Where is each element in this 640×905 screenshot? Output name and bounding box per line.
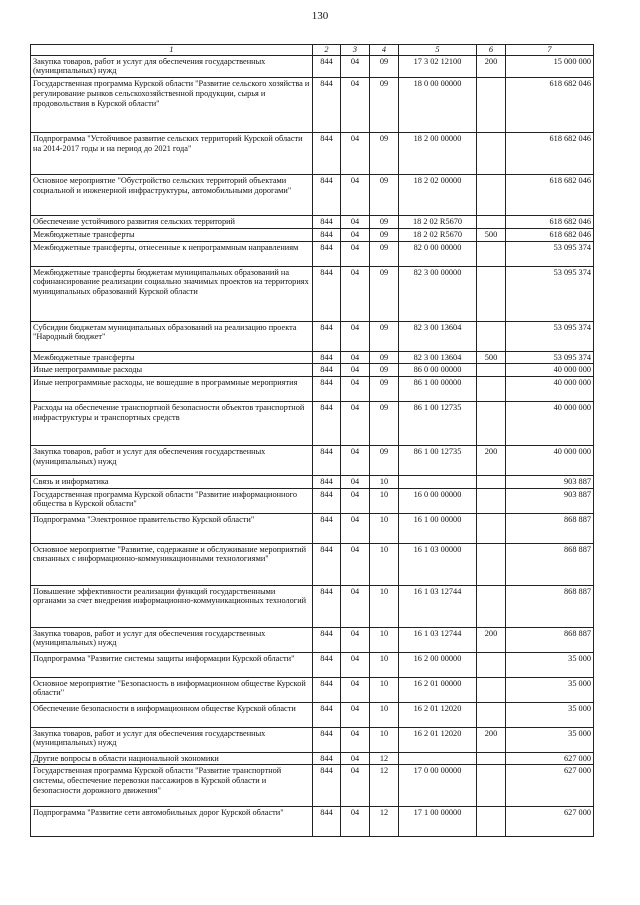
row-amount: 53 095 374	[506, 351, 594, 364]
row-name: Обеспечение безопасности в информационном обществе Курской области	[31, 702, 313, 727]
row-section-code: 04	[341, 752, 370, 765]
row-subsection-code: 10	[370, 475, 399, 488]
row-grbs-code: 844	[313, 752, 341, 765]
row-section-code: 04	[341, 55, 370, 77]
row-amount: 35 000	[506, 652, 594, 677]
row-subsection-code: 09	[370, 241, 399, 266]
table-row	[31, 627, 594, 652]
row-grbs-code: 844	[313, 216, 341, 229]
row-target-article: 16 2 01 12020	[399, 727, 477, 752]
row-subsection-code: 09	[370, 376, 399, 401]
row-expense-type	[477, 376, 506, 401]
row-target-article: 16 0 00 00000	[399, 488, 477, 513]
table-row	[31, 351, 594, 364]
row-section-code: 04	[341, 266, 370, 321]
row-name: Закупка товаров, работ и услуг для обеспечения государственных (муниципальных) нужд	[31, 627, 313, 652]
row-grbs-code: 844	[313, 364, 341, 377]
row-expense-type	[477, 216, 506, 229]
row-subsection-code: 09	[370, 351, 399, 364]
column-header: 4	[370, 45, 399, 56]
table-row	[31, 765, 594, 807]
row-name: Подпрограмма "Развитие сети автомобильных дорог Курской области"	[31, 807, 313, 837]
row-amount: 868 887	[506, 627, 594, 652]
row-amount: 868 887	[506, 585, 594, 627]
table-row	[31, 376, 594, 401]
table-row	[31, 78, 594, 133]
row-grbs-code: 844	[313, 475, 341, 488]
row-expense-type	[477, 702, 506, 727]
row-expense-type: 200	[477, 627, 506, 652]
row-amount: 627 000	[506, 807, 594, 837]
row-name: Закупка товаров, работ и услуг для обеспечения государственных (муниципальных) нужд	[31, 55, 313, 77]
row-subsection-code: 12	[370, 765, 399, 807]
row-subsection-code: 10	[370, 585, 399, 627]
row-grbs-code: 844	[313, 677, 341, 702]
row-grbs-code: 844	[313, 266, 341, 321]
row-section-code: 04	[341, 241, 370, 266]
row-section-code: 04	[341, 175, 370, 216]
row-expense-type: 200	[477, 727, 506, 752]
table-row	[31, 513, 594, 543]
row-grbs-code: 844	[313, 652, 341, 677]
row-target-article: 86 1 00 12735	[399, 401, 477, 445]
row-subsection-code: 09	[370, 401, 399, 445]
row-section-code: 04	[341, 475, 370, 488]
table-row	[31, 228, 594, 241]
row-subsection-code: 09	[370, 55, 399, 77]
row-grbs-code: 844	[313, 488, 341, 513]
row-amount: 618 682 046	[506, 78, 594, 133]
row-target-article: 82 0 00 00000	[399, 241, 477, 266]
table-body	[31, 45, 594, 837]
row-target-article	[399, 475, 477, 488]
row-amount: 35 000	[506, 727, 594, 752]
row-section-code: 04	[341, 364, 370, 377]
page-number: 130	[311, 10, 329, 22]
row-grbs-code: 844	[313, 445, 341, 475]
table-row	[31, 241, 594, 266]
row-grbs-code: 844	[313, 401, 341, 445]
row-target-article: 17 0 00 00000	[399, 765, 477, 807]
row-expense-type	[477, 78, 506, 133]
row-section-code: 04	[341, 401, 370, 445]
table-row	[31, 543, 594, 585]
row-target-article: 86 1 00 00000	[399, 376, 477, 401]
row-expense-type: 200	[477, 55, 506, 77]
row-target-article: 86 1 00 12735	[399, 445, 477, 475]
row-name: Иные непрограммные расходы, не вошедшие в программные мероприятия	[31, 376, 313, 401]
row-subsection-code: 12	[370, 807, 399, 837]
column-header: 3	[341, 45, 370, 56]
row-expense-type	[477, 241, 506, 266]
row-amount: 618 682 046	[506, 133, 594, 175]
row-amount: 618 682 046	[506, 175, 594, 216]
row-amount: 35 000	[506, 702, 594, 727]
row-amount: 40 000 000	[506, 401, 594, 445]
row-section-code: 04	[341, 652, 370, 677]
row-target-article: 16 1 03 12744	[399, 627, 477, 652]
table-row	[31, 475, 594, 488]
row-expense-type	[477, 488, 506, 513]
row-target-article: 16 1 03 12744	[399, 585, 477, 627]
table-row	[31, 727, 594, 752]
row-amount: 53 095 374	[506, 241, 594, 266]
row-name: Связь и информатика	[31, 475, 313, 488]
row-target-article: 18 2 02 00000	[399, 175, 477, 216]
row-target-article	[399, 752, 477, 765]
row-expense-type	[477, 652, 506, 677]
row-grbs-code: 844	[313, 376, 341, 401]
row-section-code: 04	[341, 133, 370, 175]
table-row	[31, 55, 594, 77]
row-amount: 903 887	[506, 488, 594, 513]
row-target-article: 18 0 00 00000	[399, 78, 477, 133]
row-name: Закупка товаров, работ и услуг для обеспечения государственных (муниципальных) нужд	[31, 445, 313, 475]
row-name: Государственная программа Курской области "Развитие транспортной системы, обеспечение перевозки пассажиров в Курской области и безопасности дорожного движения"	[31, 765, 313, 807]
table-row	[31, 321, 594, 351]
row-amount: 15 000 000	[506, 55, 594, 77]
row-section-code: 04	[341, 351, 370, 364]
row-grbs-code: 844	[313, 513, 341, 543]
table-row	[31, 175, 594, 216]
row-section-code: 04	[341, 228, 370, 241]
row-expense-type	[477, 475, 506, 488]
row-subsection-code: 10	[370, 513, 399, 543]
row-subsection-code: 10	[370, 702, 399, 727]
row-section-code: 04	[341, 488, 370, 513]
row-section-code: 04	[341, 702, 370, 727]
table-row	[31, 488, 594, 513]
row-target-article: 16 1 03 00000	[399, 543, 477, 585]
row-expense-type	[477, 513, 506, 543]
row-expense-type	[477, 543, 506, 585]
row-section-code: 04	[341, 543, 370, 585]
table-row	[31, 445, 594, 475]
row-grbs-code: 844	[313, 321, 341, 351]
row-section-code: 04	[341, 727, 370, 752]
row-subsection-code: 09	[370, 216, 399, 229]
row-subsection-code: 12	[370, 752, 399, 765]
table-row	[31, 652, 594, 677]
row-name: Государственная программа Курской области "Развитие сельского хозяйства и регулирование рынков сельскохозяйственной продукции, сырья и продовольствия в Курской области"	[31, 78, 313, 133]
row-subsection-code: 09	[370, 78, 399, 133]
row-grbs-code: 844	[313, 702, 341, 727]
row-grbs-code: 844	[313, 55, 341, 77]
row-name: Государственная программа Курской области "Развитие информационного общества в Курской области"	[31, 488, 313, 513]
table-row	[31, 677, 594, 702]
row-name: Подпрограмма "Устойчивое развитие сельских территорий Курской области на 2014-2017 годы и на период до 2021 года"	[31, 133, 313, 175]
column-header: 7	[506, 45, 594, 56]
row-target-article: 82 3 00 00000	[399, 266, 477, 321]
row-section-code: 04	[341, 216, 370, 229]
row-name: Межбюджетные трансферты	[31, 228, 313, 241]
row-name: Подпрограмма "Развитие системы защиты информации Курской области"	[31, 652, 313, 677]
row-grbs-code: 844	[313, 351, 341, 364]
row-expense-type	[477, 752, 506, 765]
row-expense-type	[477, 321, 506, 351]
row-subsection-code: 09	[370, 175, 399, 216]
row-subsection-code: 10	[370, 543, 399, 585]
row-section-code: 04	[341, 585, 370, 627]
row-target-article: 17 3 02 12100	[399, 55, 477, 77]
row-section-code: 04	[341, 677, 370, 702]
row-subsection-code: 10	[370, 677, 399, 702]
table-row	[31, 133, 594, 175]
row-name: Межбюджетные трансферты	[31, 351, 313, 364]
row-expense-type	[477, 364, 506, 377]
row-amount: 53 095 374	[506, 321, 594, 351]
row-amount: 627 000	[506, 765, 594, 807]
table-row	[31, 216, 594, 229]
row-subsection-code: 09	[370, 321, 399, 351]
row-name: Обеспечение устойчивого развития сельских территорий	[31, 216, 313, 229]
budget-table	[30, 44, 594, 837]
row-grbs-code: 844	[313, 228, 341, 241]
row-target-article: 82 3 00 13604	[399, 321, 477, 351]
row-subsection-code: 10	[370, 727, 399, 752]
row-section-code: 04	[341, 78, 370, 133]
row-amount: 618 682 046	[506, 216, 594, 229]
table-row	[31, 752, 594, 765]
row-amount: 618 682 046	[506, 228, 594, 241]
row-subsection-code: 09	[370, 133, 399, 175]
row-amount: 35 000	[506, 677, 594, 702]
row-target-article: 18 2 02 R5670	[399, 228, 477, 241]
row-name: Основное мероприятие "Безопасность в информационном обществе Курской области"	[31, 677, 313, 702]
row-amount: 868 887	[506, 543, 594, 585]
row-name: Основное мероприятие "Развитие, содержание и обслуживание мероприятий связанных с информационно-коммуникационными технологиями"	[31, 543, 313, 585]
row-section-code: 04	[341, 376, 370, 401]
row-target-article: 16 2 01 12020	[399, 702, 477, 727]
row-name: Межбюджетные трансферты бюджетам муниципальных образований на софинансирование реализации социально значимых проектов на территориях муниципальных образований Курской области	[31, 266, 313, 321]
row-grbs-code: 844	[313, 627, 341, 652]
row-target-article: 18 2 02 R5670	[399, 216, 477, 229]
row-expense-type	[477, 807, 506, 837]
row-name: Иные непрограммные расходы	[31, 364, 313, 377]
row-amount: 868 887	[506, 513, 594, 543]
row-expense-type	[477, 266, 506, 321]
row-expense-type	[477, 765, 506, 807]
row-name: Другие вопросы в области национальной экономики	[31, 752, 313, 765]
row-name: Межбюджетные трансферты, отнесенные к непрограммным направлениям	[31, 241, 313, 266]
row-amount: 903 887	[506, 475, 594, 488]
row-name: Субсидии бюджетам муниципальных образований на реализацию проекта "Народный бюджет"	[31, 321, 313, 351]
table-row	[31, 702, 594, 727]
table-row	[31, 585, 594, 627]
column-header: 6	[477, 45, 506, 56]
row-grbs-code: 844	[313, 807, 341, 837]
row-name: Закупка товаров, работ и услуг для обеспечения государственных (муниципальных) нужд	[31, 727, 313, 752]
row-amount: 40 000 000	[506, 364, 594, 377]
row-expense-type: 500	[477, 351, 506, 364]
row-subsection-code: 09	[370, 228, 399, 241]
row-target-article: 16 2 00 00000	[399, 652, 477, 677]
row-grbs-code: 844	[313, 765, 341, 807]
row-expense-type	[477, 401, 506, 445]
row-target-article: 17 1 00 00000	[399, 807, 477, 837]
row-expense-type: 500	[477, 228, 506, 241]
column-header: 5	[399, 45, 477, 56]
row-grbs-code: 844	[313, 78, 341, 133]
row-name: Подпрограмма "Электронное правительство Курской области"	[31, 513, 313, 543]
row-name: Расходы на обеспечение транспортной безопасности объектов транспортной инфраструктуры и транспортных средств	[31, 401, 313, 445]
row-amount: 40 000 000	[506, 445, 594, 475]
column-header: 2	[313, 45, 341, 56]
row-grbs-code: 844	[313, 543, 341, 585]
row-grbs-code: 844	[313, 727, 341, 752]
row-name: Повышение эффективности реализации функций государственными органами за счет внедрения информационно-коммуникационных технологий	[31, 585, 313, 627]
row-section-code: 04	[341, 807, 370, 837]
row-section-code: 04	[341, 765, 370, 807]
row-subsection-code: 09	[370, 445, 399, 475]
row-expense-type	[477, 175, 506, 216]
row-grbs-code: 844	[313, 175, 341, 216]
row-target-article: 82 3 00 13604	[399, 351, 477, 364]
table-header-row	[31, 45, 594, 56]
row-target-article: 18 2 00 00000	[399, 133, 477, 175]
row-section-code: 04	[341, 321, 370, 351]
row-section-code: 04	[341, 513, 370, 543]
row-target-article: 86 0 00 00000	[399, 364, 477, 377]
row-subsection-code: 10	[370, 488, 399, 513]
row-grbs-code: 844	[313, 585, 341, 627]
row-name: Основное мероприятие "Обустройство сельских территорий объектами социальной и инженерной инфраструктуры, автомобильными дорогами"	[31, 175, 313, 216]
table-row	[31, 807, 594, 837]
row-expense-type: 200	[477, 445, 506, 475]
row-target-article: 16 2 01 00000	[399, 677, 477, 702]
row-expense-type	[477, 585, 506, 627]
row-subsection-code: 10	[370, 652, 399, 677]
row-target-article: 16 1 00 00000	[399, 513, 477, 543]
table-row	[31, 364, 594, 377]
row-section-code: 04	[341, 627, 370, 652]
row-grbs-code: 844	[313, 133, 341, 175]
row-subsection-code: 09	[370, 266, 399, 321]
row-subsection-code: 09	[370, 364, 399, 377]
row-subsection-code: 10	[370, 627, 399, 652]
table-row	[31, 401, 594, 445]
table-row	[31, 266, 594, 321]
row-amount: 53 095 374	[506, 266, 594, 321]
row-grbs-code: 844	[313, 241, 341, 266]
row-expense-type	[477, 133, 506, 175]
row-amount: 627 000	[506, 752, 594, 765]
row-section-code: 04	[341, 445, 370, 475]
column-header: 1	[31, 45, 313, 56]
row-expense-type	[477, 677, 506, 702]
row-amount: 40 000 000	[506, 376, 594, 401]
